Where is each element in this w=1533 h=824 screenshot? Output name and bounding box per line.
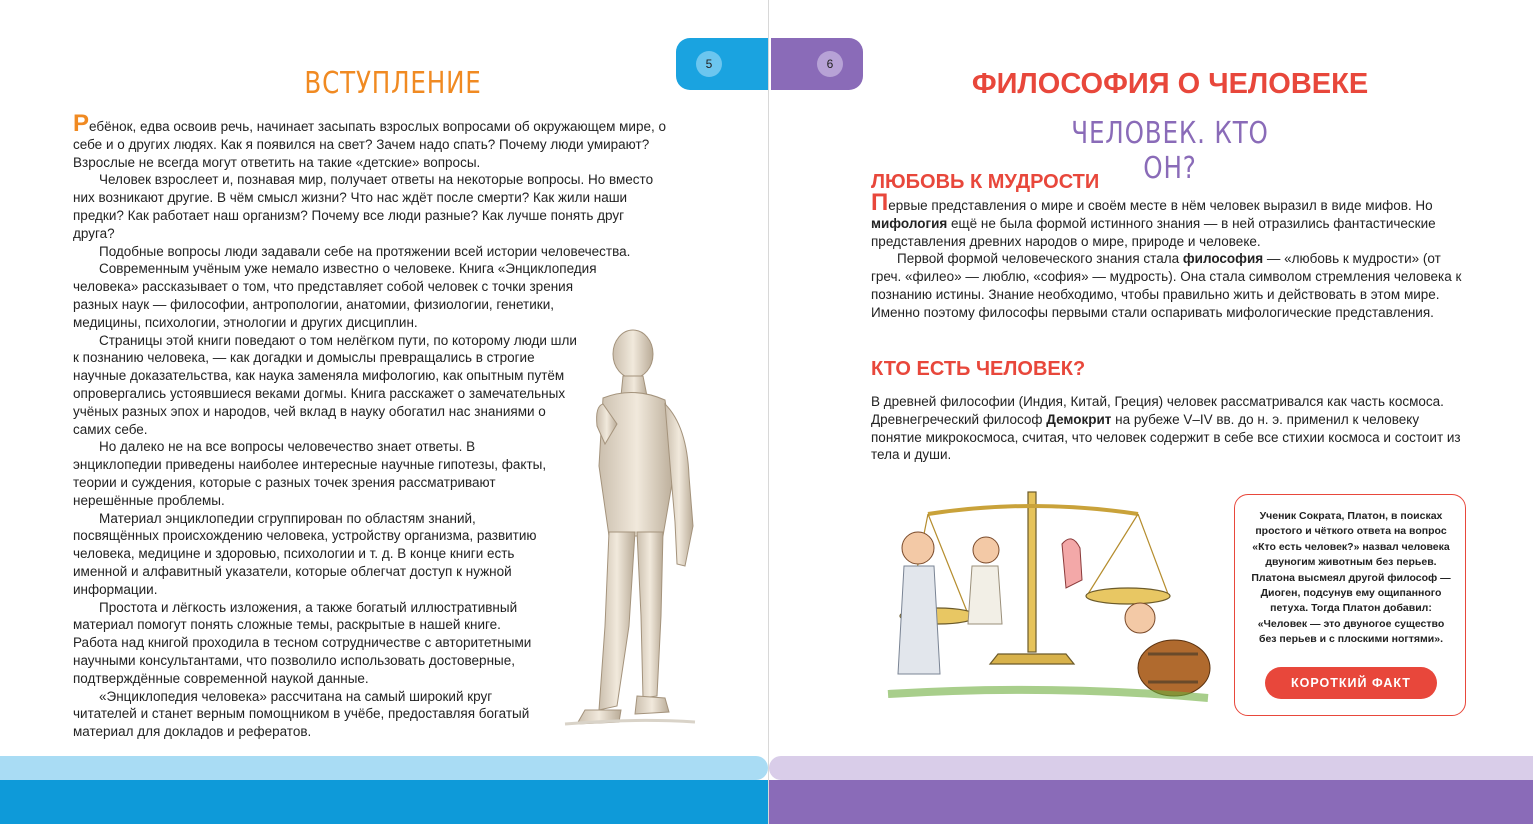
intro-paragraph-5: Страницы этой книги поведают о том нелёгком пути, по которому люди шли к познанию человека, — как догадки и домыслы превращались в строгие научные доказательства, как наука заменяла мифологию, как опытным путём опровергались устоявшиеся веками догмы. Книга расскажет о замечательных учёных разных эпох и народов, чей вклад в науку обогатил нас знаниями о самих себе.	[73, 332, 577, 437]
section-text-love-of-wisdom	[871, 189, 1467, 322]
page-number-right: 6	[817, 51, 843, 77]
intro-paragraph-1-rest: ебёнок, едва освоив речь, начинает засыпать взрослых вопросами об окружающем мире, о себе и о других людях. Как я появился на свет? Зачем надо спать? Почему люди умирают? Взрослые не всегда могут ответить на такие «детские» вопросы.	[73, 119, 666, 170]
section1-p2-part-a: Первой формой человеческого знания стала	[897, 251, 1183, 267]
intro-paragraph-7: Материал энциклопедии сгруппирован по областям знаний, посвящённых происхождению человека, устройству организма, развитию человека, медицине и здоровью, психологии и т. д. В конце книги есть именной и алфавитный указатели, которые облегчат доступ к нужной информации.	[73, 510, 537, 597]
footer-band-dark-left	[0, 780, 768, 824]
page-tab-right	[771, 38, 863, 90]
philosophers-scales-illustration	[868, 484, 1228, 724]
section1-p1-part-a: ервые представления о мире и своём месте в нём человек выразил в виде мифов. Но	[888, 198, 1433, 213]
footer-band-light-left	[0, 756, 768, 780]
section1-p2-part-c: — «любовь к мудрости» (от греч. «филео» — люблю, «софия» — мудрость). Она стала символом стремления человека к познанию истины. Знание необходимо, чтобы правильно жить и действовать в этом мире. Именно поэтому философы первыми стали оспаривать мифологические представления.	[871, 251, 1462, 320]
footer-band-dark-right	[769, 780, 1533, 824]
section2-part-a: В древней философии (Индия, Китай, Греция) человек рассматривался как часть космоса. Древнегреческий философ	[871, 394, 1444, 427]
short-fact-button[interactable]: КОРОТКИЙ ФАКТ	[1265, 667, 1437, 699]
section1-dropcap: П	[871, 189, 889, 216]
right-page-title: ФИЛОСОФИЯ О ЧЕЛОВЕКЕ	[971, 68, 1369, 100]
section-text-who-is-man	[871, 393, 1467, 464]
intro-paragraph-9: «Энциклопедия человека» рассчитана на самый широкий круг читателей и станет верным помощником в учёбе, предоставляя богатый материал для докладов и рефератов.	[73, 688, 530, 740]
intro-paragraph-8: Простота и лёгкость изложения, а также богатый иллюстративный материал помогут понять сложные темы, раскрытые в нашей книге. Работа над книгой проходила в тесном сотрудничестве с авторитетными научными консультантами, что позволило использовать достоверные, подтверждённые современной наукой данные.	[73, 599, 532, 686]
short-fact-box	[1234, 494, 1466, 716]
section2-part-c: на рубеже V–IV вв. до н. э. применил к человеку понятие микрокосмоса, считая, что человек содержит в себе все стихии космоса и состоит из тела и души.	[871, 411, 1461, 463]
section1-term-philosophy: философия	[1182, 251, 1264, 267]
page-tab-left	[676, 38, 768, 90]
left-page-title: ВСТУПЛЕНИЕ	[304, 66, 482, 101]
section-heading-who-is-man: КТО ЕСТЬ ЧЕЛОВЕК?	[871, 358, 1086, 380]
intro-paragraph-6: Но далеко не на все вопросы человечество знает ответы. В энциклопедии приведены наиболее интересные научные гипотезы, факты, теории и суждения, которые с разных точек зрения рассматривают нерешённые проблемы.	[73, 439, 547, 508]
section1-term-mythology: мифология	[871, 215, 948, 231]
right-page-subtitle: ЧЕЛОВЕК. КТО ОН?	[1071, 116, 1269, 186]
book-gutter	[768, 0, 769, 824]
section2-term-democritus: Демокрит	[1046, 411, 1112, 427]
section1-paragraph-1	[871, 189, 1467, 250]
intro-paragraph-4: Современным учёным уже немало известно о человеке. Книга «Энциклопедия человека» рассказывает о том, что представляет собой человек с точки зрения разных наук — философии, антропологии, анатомии, физиологии, генетики, медицины, психологии, этнологии и других дисциплин.	[73, 261, 597, 330]
footer-band-light-right	[769, 756, 1533, 780]
section1-p1-part-c: ещё не была формой истинного знания — в ней отразились фантастические представления древних народов о мире, природе и человеке.	[871, 215, 1436, 249]
intro-paragraph-1	[73, 110, 669, 171]
section2-paragraph	[871, 393, 1467, 464]
short-fact-text: Ученик Сократа, Платон, в поисках простого и чёткого ответа на вопрос «Кто есть человек?» назвал человека двуногим животным без перьев. Платона высмеял другой философ — Диоген, подсунув ему ощипанного петуха. Тогда Платон добавил: «Человек — это двуногое существо без перьев и с плоскими ногтями».	[1251, 510, 1451, 646]
intro-paragraph-2: Человек взрослеет и, познавая мир, получает ответы на некоторые вопросы. Но вместо них возникают другие. В чём смысл жизни? Что нас ждёт после смерти? Как жили наши предки? Как работает наш организм? Почему все люди разные? Как лучше понять друг друга?	[73, 172, 654, 241]
page-number-left: 5	[696, 51, 722, 77]
intro-paragraph-3: Подобные вопросы люди задавали себе на протяжении всей истории человечества.	[99, 243, 631, 259]
david-statue-image	[525, 326, 705, 730]
intro-dropcap: Р	[73, 110, 90, 137]
section-heading-love-of-wisdom: ЛЮБОВЬ К МУДРОСТИ	[871, 171, 1100, 193]
section1-paragraph-2	[871, 250, 1467, 321]
